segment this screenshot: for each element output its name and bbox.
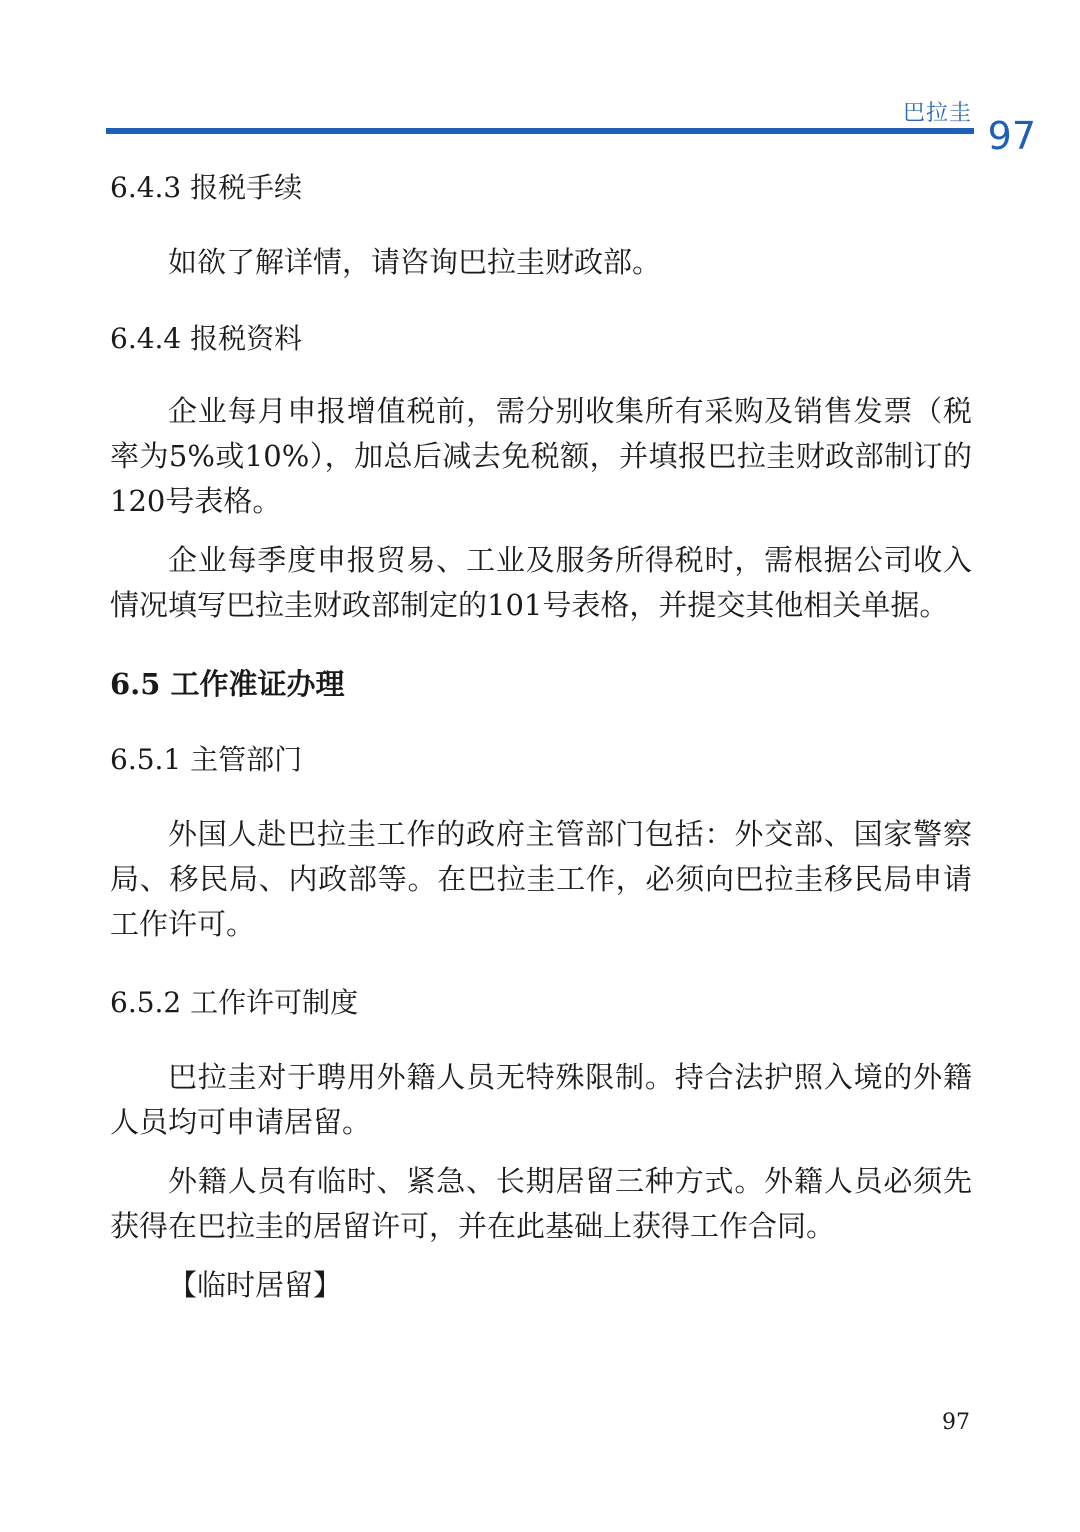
heading-6-5: 6.5 工作准证办理 <box>110 667 345 701</box>
heading-6-5-2: 6.5.2 工作许可制度 <box>110 986 359 1019</box>
header-page-badge: 97 <box>987 114 1036 158</box>
paragraph: 外国人赴巴拉圭工作的政府主管部门包括：外交部、国家警察局、移民局、内政部等。在巴拉圭工作，必须向巴拉圭移民局申请工作许可。 <box>110 817 972 941</box>
paragraph: 如欲了解详情，请咨询巴拉圭财政部。 <box>168 245 662 279</box>
header-country: 巴拉圭 <box>902 101 972 126</box>
heading-6-4-4: 6.4.4 报税资料 <box>110 322 303 355</box>
paragraph: 企业每月申报增值税前，需分别收集所有采购及销售发票（税率为5%或10%），加总后减去免税额，并填报巴拉圭财政部制订的120号表格。 <box>110 394 972 518</box>
heading-6-5-1: 6.5.1 主管部门 <box>110 743 303 776</box>
heading-6-4-3: 6.4.3 报税手续 <box>110 171 303 204</box>
content <box>110 160 972 1308</box>
paragraph: 巴拉圭对于聘用外籍人员无特殊限制。持合法护照入境的外籍人员均可申请居留。 <box>110 1060 972 1139</box>
page-number: 97 <box>942 1410 970 1435</box>
header-rule <box>106 128 974 134</box>
paragraph: 企业每季度申报贸易、工业及服务所得税时，需根据公司收入情况填写巴拉圭财政部制定的101号表格，并提交其他相关单据。 <box>110 543 972 622</box>
paragraph: 外籍人员有临时、紧急、长期居留三种方式。外籍人员必须先获得在巴拉圭的居留许可，并在此基础上获得工作合同。 <box>110 1164 972 1243</box>
paragraph: 【临时居留】 <box>168 1268 343 1302</box>
